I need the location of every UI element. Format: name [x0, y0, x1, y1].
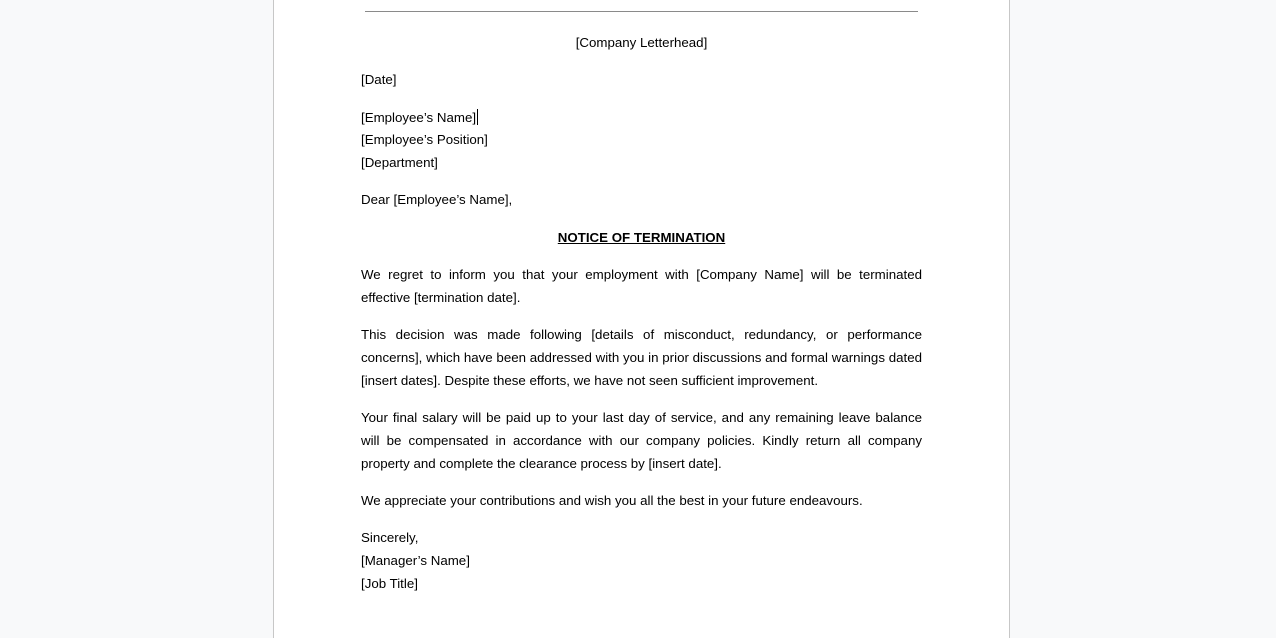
closing: Sincerely, [361, 530, 419, 546]
document-page[interactable] [273, 0, 1010, 638]
body-paragraph: We appreciate your contributions and wish you all the best in your future endeavours. [361, 492, 863, 508]
recipient-block [361, 107, 922, 175]
signature-name: [Manager’s Name] [361, 553, 470, 569]
recipient-position: [Employee’s Position] [361, 132, 488, 148]
document-body[interactable] [361, 32, 922, 610]
body-paragraph: This decision was made following [details of misconduct, redundancy, or performance concerns], which have been addressed with you in prior discussions and formal warnings dated [insert dates]. Despite these efforts, we have not seen sufficient improvement. [361, 327, 922, 388]
recipient-name-line [361, 107, 922, 130]
letterhead: [Company Letterhead] [575, 35, 708, 50]
date-line: [Date] [361, 72, 397, 88]
body-paragraph: We regret to inform you that your employment with [Company Name] will be terminated effective [termination date]. [361, 267, 922, 305]
document-title: NOTICE OF TERMINATION [557, 229, 726, 245]
recipient-name: [Employee’s Name] [361, 109, 477, 125]
header-divider [365, 11, 918, 12]
signature-title: [Job Title] [361, 575, 418, 591]
salutation: Dear [Employee’s Name], [361, 192, 513, 208]
signature-block [361, 527, 922, 595]
body-paragraph: Your final salary will be paid up to your last day of service, and any remaining leave balance will be compensated in accordance with our company policies. Kindly return all company property and complete the clearance process by [insert date]. [361, 410, 922, 471]
recipient-department: [Department] [361, 155, 438, 171]
text-cursor [477, 109, 478, 125]
